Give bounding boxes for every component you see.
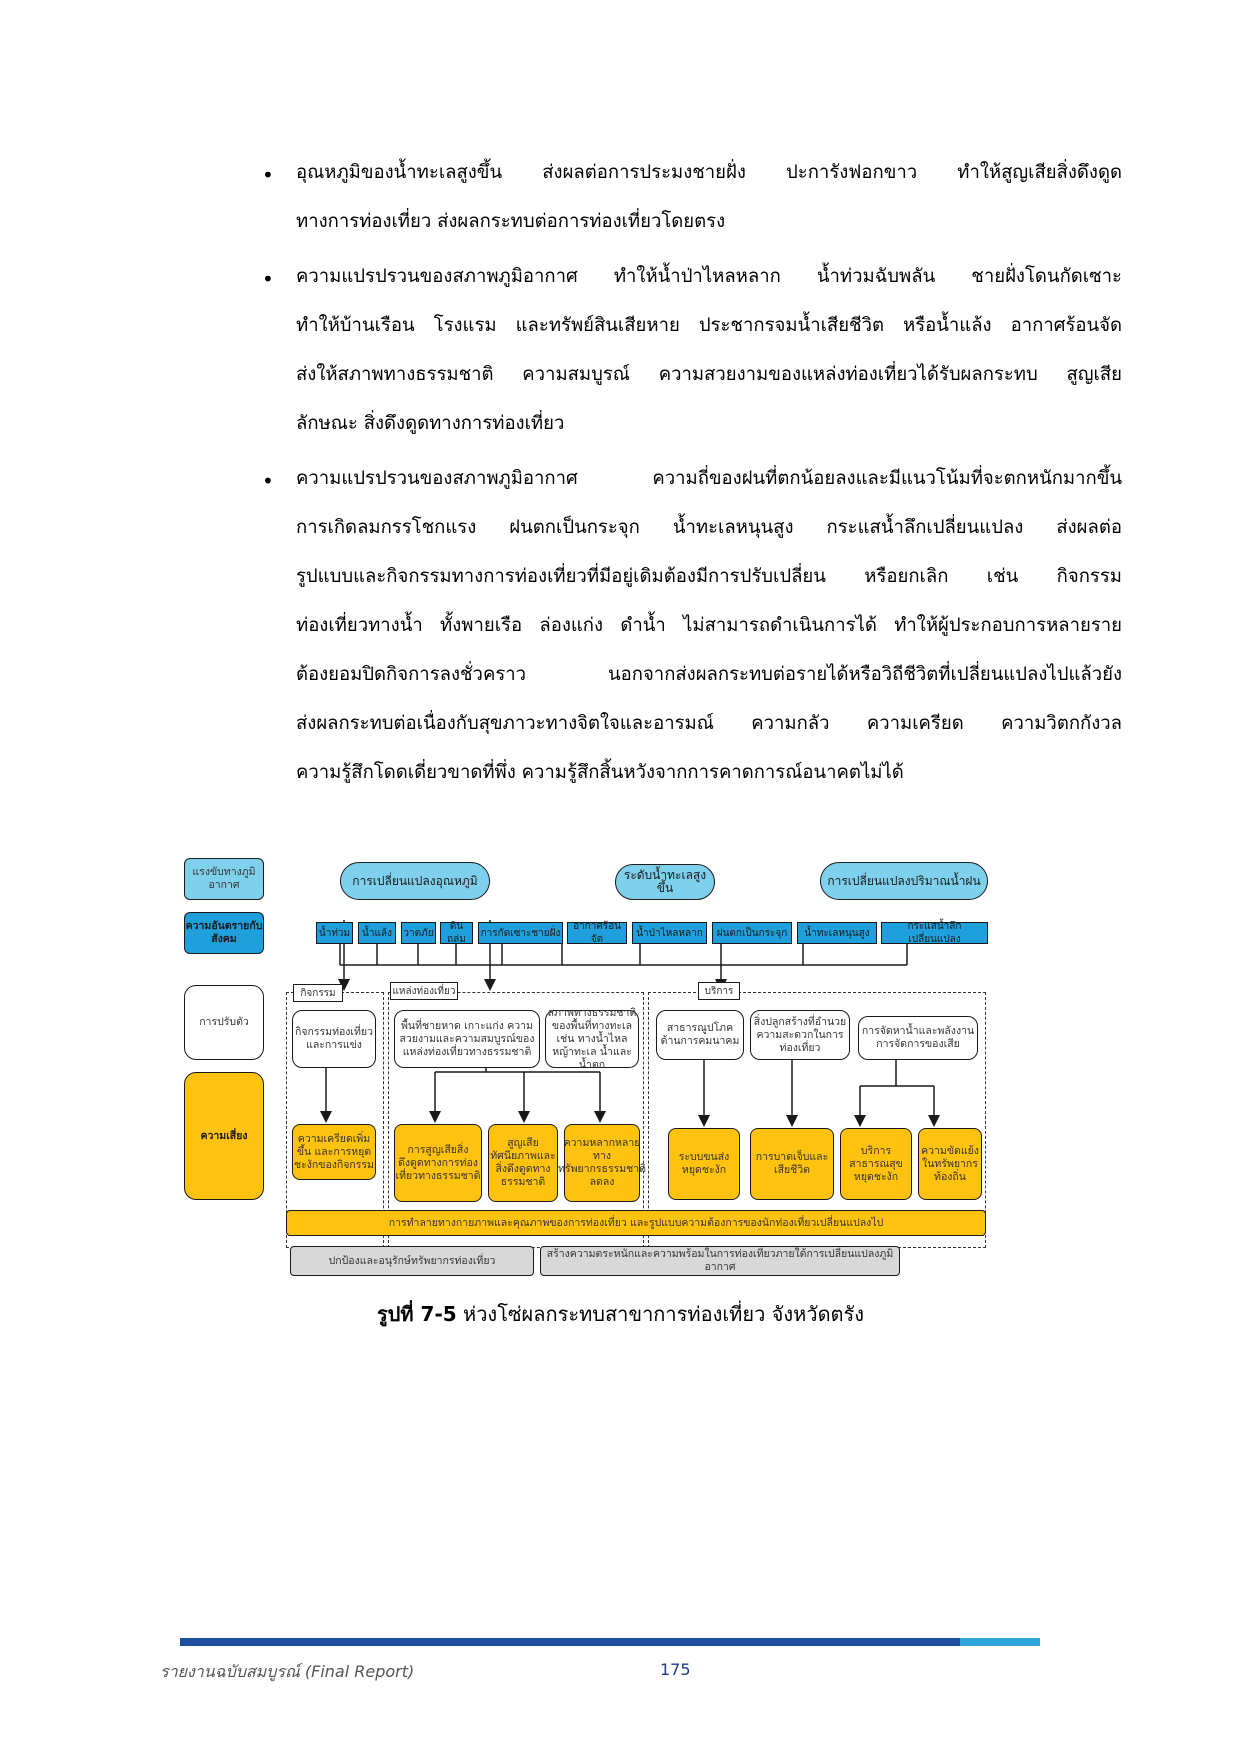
service-box-utilities: การจัดหาน้ำและพลังงานการจัดการของเสีย [858, 1016, 978, 1060]
text-line: ทางการท่องเที่ยว ส่งผลกระทบต่อการท่องเที่ยวโดยตรง [296, 211, 726, 232]
text-line: ทำให้บ้านเรือน โรงแรม และทรัพย์สินเสียหาย ประชากรจมน้ำเสียชีวิต หรือน้ำแล้ง อากาศร้อนจัด [296, 315, 1122, 336]
footer-report-title: รายงานฉบับสมบูรณ์ (Final Report) [160, 1662, 415, 1681]
service-box-transport: สาธารณูปโภคด้านการคมนาคม [656, 1010, 744, 1060]
footer-bar-dark [180, 1638, 960, 1646]
bullet-marker: • [262, 267, 274, 291]
bullet-item [262, 252, 1122, 448]
text-line: ความแปรปรวนของสภาพภูมิอากาศ ทำให้น้ำป่าไหลหลาก น้ำท่วมฉับพลัน ชายฝั่งโดนกัดเซาะ [296, 266, 1122, 287]
adaptation-awareness-bar: สร้างความตระหนักและความพร้อมในการท่องเที่ยวภายใต้การเปลี่ยนแปลงภูมิอากาศ [540, 1246, 900, 1276]
hazard-deep-current: กระแสน้ำลึกเปลี่ยนแปลง [881, 922, 988, 944]
hazard-flash-flood: น้ำป่าไหลหลาก [632, 922, 707, 944]
text-line: รูปแบบและกิจกรรมทางการท่องเที่ยวที่มีอยู่เดิมต้องมีการปรับเปลี่ยน หรือยกเลิก เช่น กิจกรรม [296, 566, 1122, 587]
hazard-drought: น้ำแล้ง [358, 922, 396, 944]
adaptation-label: การปรับตัว [184, 985, 264, 1060]
bullet-marker: • [262, 469, 274, 493]
risk-attraction-loss: การสูญเสียสิ่งดึงดูดทางการท่องเที่ยวทางธรรมชาติ [394, 1124, 482, 1202]
text-line: อุณหภูมิของน้ำทะเลสูงขึ้น ส่งผลต่อการประมงชายฝั่ง ปะการังฟอกขาว ทำให้สูญเสียสิ่งดึงดูด [296, 162, 1122, 183]
hazard-coastal-erosion: การกัดเซาะชายฝั่ง [478, 922, 563, 944]
footer-bar-light [960, 1638, 1040, 1646]
hazard-heat: อากาศร้อนจัด [567, 922, 627, 944]
bullet-item [262, 148, 1122, 246]
hazard-flood: น้ำท่วม [316, 922, 353, 944]
hazard-landslide: ดินถล่ม [440, 922, 473, 944]
caption-label: รูปที่ 7-5 [376, 1302, 457, 1326]
climate-driver-label: แรงขับทางภูมิอากาศ [184, 858, 264, 900]
service-group-label: บริการ [698, 982, 740, 1000]
bullet-marker: • [262, 163, 274, 187]
driver-rainfall: การเปลี่ยนแปลงปริมาณน้ำฝน [820, 862, 988, 900]
risk-activity: ความเครียดเพิ่มขึ้น และการหยุดชะงักของกิจกรรม [292, 1124, 376, 1180]
text-line: ลักษณะ สิ่งดึงดูดทางการท่องเที่ยว [296, 413, 565, 434]
figure-caption [0, 1298, 1241, 1330]
hazard-label: ความอันตรายกับสังคม [184, 912, 264, 954]
risk-health-service: บริการสาธารณสุขหยุดชะงัก [840, 1128, 912, 1200]
activity-group-label: กิจกรรม [293, 984, 343, 1002]
risk-injury: การบาดเจ็บและเสียชีวิต [750, 1128, 834, 1200]
overall-impact-bar: การทำลายทางกายภาพและคุณภาพของการท่องเที่ยว และรูปแบบความต้องการของนักท่องเที่ยวเปลี่ยนแปลงไป [286, 1210, 986, 1236]
text-line: ความรู้สึกโดดเดี่ยวขาดที่พึ่ง ความรู้สึกสิ้นหวังจากการคาดการณ์อนาคตไม่ได้ [296, 762, 904, 783]
text-line: ส่งผลกระทบต่อเนื่องกับสุขภาวะทางจิตใจและอารมณ์ ความกลัว ความเครียด ความวิตกกังวล [296, 713, 1122, 734]
hazard-localized-rain: ฝนตกเป็นกระจุก [712, 922, 792, 944]
service-box-facilities: สิ่งปลูกสร้างที่อำนวยความสะดวกในการท่องเที่ยว [750, 1010, 850, 1060]
text-line: ความแปรปรวนของสภาพภูมิอากาศ ความถี่ของฝนที่ตกน้อยลงและมีแนวโน้มที่จะตกหนักมากขึ้น [296, 468, 1122, 489]
activity-box: กิจกรรมท่องเที่ยวและการแข่ง [292, 1010, 376, 1068]
bullet-list [262, 148, 1122, 803]
bullet-item [262, 454, 1122, 797]
adaptation-protect-bar: ปกป้องและอนุรักษ์ทรัพยากรท่องเที่ยว [290, 1246, 534, 1276]
risk-label: ความเสี่ยง [184, 1072, 264, 1200]
driver-temperature: การเปลี่ยนแปลงอุณหภูมิ [340, 862, 490, 900]
attraction-box-beach: พื้นที่ชายหาด เกาะแก่ง ความสวยงามและความสมบูรณ์ของแหล่งท่องเที่ยวทางธรรมชาติ [394, 1010, 540, 1068]
risk-transport-disruption: ระบบขนส่งหยุดชะงัก [668, 1128, 740, 1200]
text-line: ท่องเที่ยวทางน้ำ ทั้งพายเรือ ล่องแก่ง ดำน้ำ ไม่สามารถดำเนินการได้ ทำให้ผู้ประกอบการหลายราย [296, 615, 1122, 636]
risk-local-conflict: ความขัดแย้งในทรัพยากรท้องถิ่น [918, 1128, 982, 1200]
text-line: ต้องยอมปิดกิจการลงชั่วคราว นอกจากส่งผลกระทบต่อรายได้หรือวิถีชีวิตที่เปลี่ยนแปลงไปแล้วยัง [296, 664, 1122, 685]
attraction-box-marine: สภาพทางธรรมชาติของพื้นที่ทางทะเล เช่น ทางน้ำไหล หญ้าทะเล น้ำและน้ำตก [545, 1010, 639, 1068]
caption-text: ห่วงโซ่ผลกระทบสาขาการท่องเที่ยว จังหวัดตรัง [463, 1302, 865, 1326]
risk-biodiversity: ความหลากหลายทางทรัพยากรธรรมชาติลดลง [564, 1124, 640, 1202]
page-number: 175 [660, 1660, 691, 1679]
hazard-storm: วาตภัย [401, 922, 436, 944]
risk-scenery-loss: สูญเสียทัศนียภาพและสิ่งดึงดูดทางธรรมชาติ [488, 1124, 558, 1202]
text-line: ส่งให้สภาพทางธรรมชาติ ความสมบูรณ์ ความสวยงามของแหล่งท่องเที่ยวได้รับผลกระทบ สูญเสีย [296, 364, 1122, 385]
text-line: การเกิดลมกรรโชกแรง ฝนตกเป็นกระจุก น้ำทะเลหนุนสูง กระแสน้ำลึกเปลี่ยนแปลง ส่งผลต่อ [296, 517, 1122, 538]
attraction-group-label: แหล่งท่องเที่ยว [390, 982, 458, 1000]
hazard-high-tide: น้ำทะเลหนุนสูง [797, 922, 877, 944]
impact-chain-diagram [185, 850, 1090, 1290]
driver-sea-level: ระดับน้ำทะเลสูงขึ้น [615, 864, 715, 900]
